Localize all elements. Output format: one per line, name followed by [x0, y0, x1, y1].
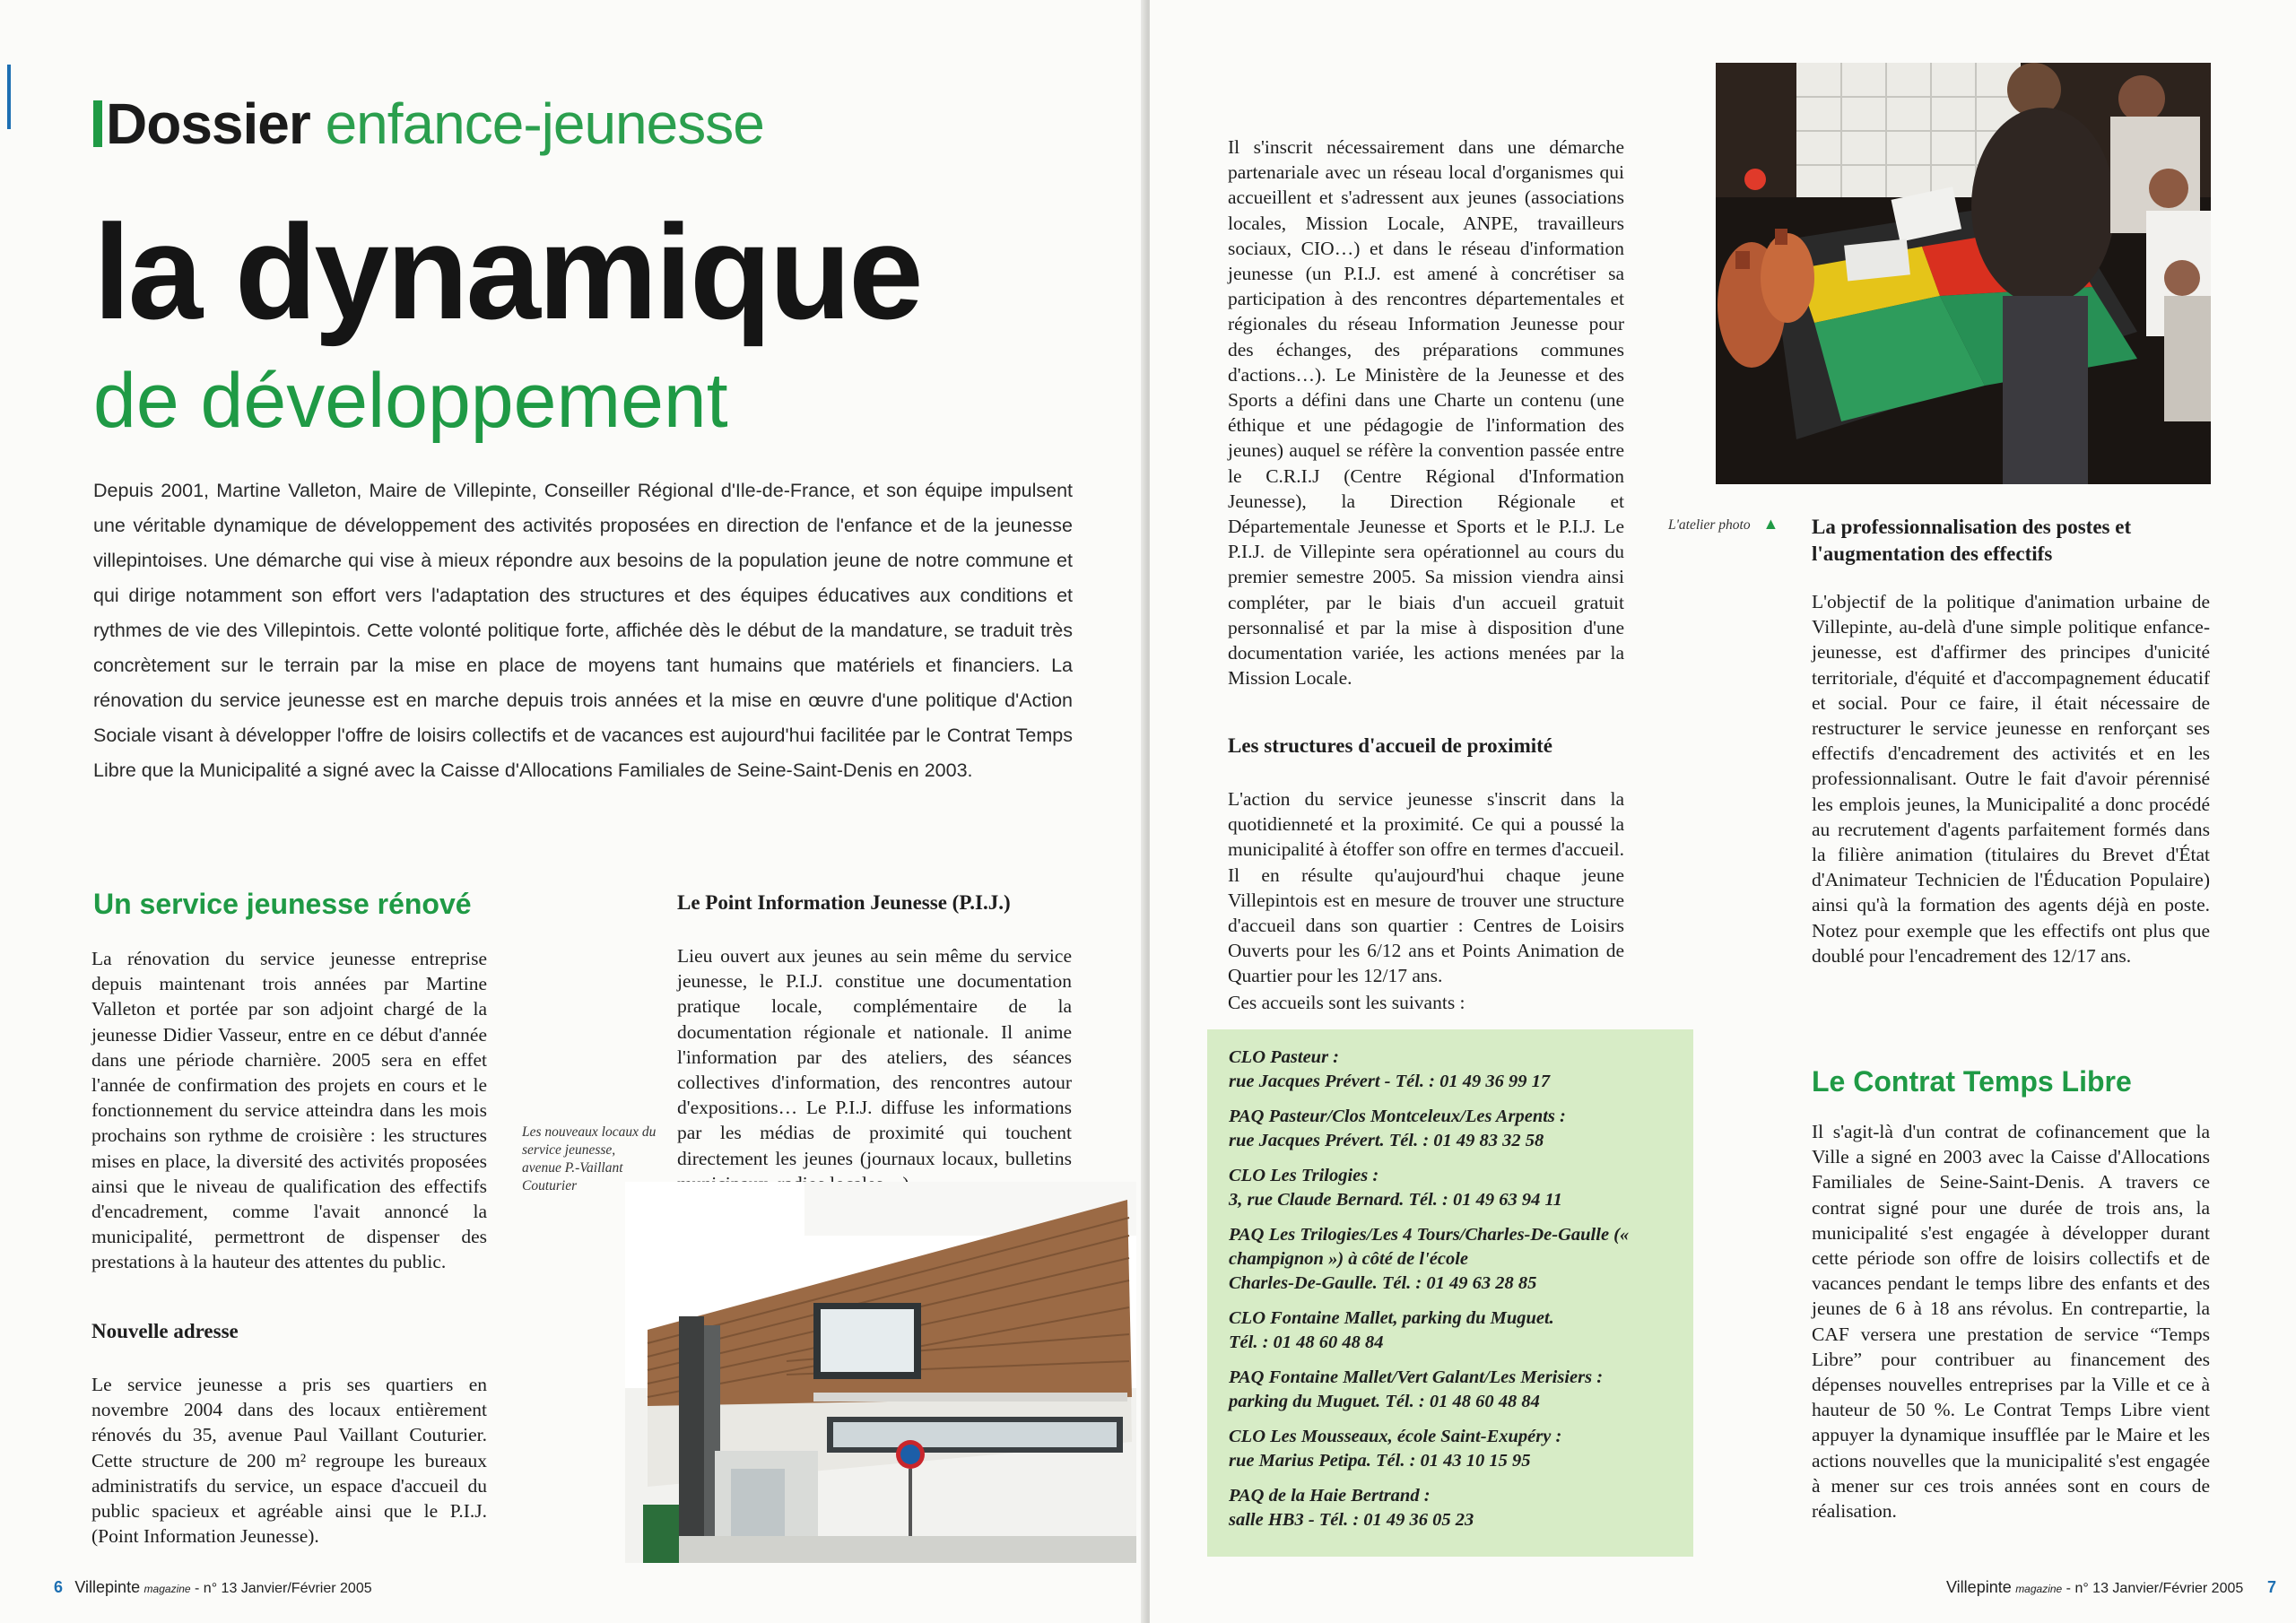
- body-contrat-temps-libre: Il s'agit-là d'un contrat de cofinancement que la Ville a signé en 2003 avec la Caisse d'Allocations Familiales de Seine-Saint-Denis. A travers ce contrat signé pour une durée de trois ans, la municipalité s'est engagée à développer durant cette période son offre de loisirs collectifs et de vacances pendant le temps libre des enfants et des jeunes de 6 à 18 ans révolus. En contrepartie, la CAF versera une prestation de service “Temps Libre” pour contribuer au financement des dépenses nouvelles entreprises par la Ville et ce à hauteur de 50 %. Le Contrat Temps Libre vient appuyer la dynamique insufflée par le Maire et les actions nouvelles que la municipalité s'est engagée à mener sur ces trois années sont en cours de réalisation.: [1812, 1121, 2210, 1523]
- caption-atelier: [1668, 515, 1779, 534]
- up-triangle-icon: ▲: [1762, 515, 1779, 533]
- body-pij-continued: Il s'inscrit nécessairement dans une démarche partenariale avec un réseau local d'organismes qui accueillent et s'adressent aux jeunes (associations locales, Mission Locale, ANPE, travailleurs sociaux, CIO…) et dans le réseau d'information jeunesse (un P.I.J. est amené à concrétiser sa participation à des rencontres départementales et régionales du réseau Information Jeunesse pour des échanges, des préparations communes d'actions…). Le Ministère de la Jeunesse et des Sports a défini dans une Charte un contenu (une éthique et une pédagogie de l'information des jeunes) auquel se réfère la convention passée entre le C.R.I.J (Centre Régional d'Information Jeunesse), la Direction Régionale et Départementale Jeunesse et Sports et le P.I.J. Le P.I.J. de Villepinte sera opérationnel au cours du premier semestre 2005. Sa mission viendra ainsi compléter, par le biais d'un accueil gratuit personnalisé et par la mise à disposition d'une documentation variée, les actions menées par la Mission Locale.: [1228, 136, 1624, 690]
- contact-item: [1229, 1306, 1674, 1355]
- contact-name: CLO Les Trilogies :: [1229, 1166, 1379, 1185]
- heading-structures: Les structures d'accueil de proximité: [1228, 734, 1552, 757]
- heading-service-jeunesse: Un service jeunesse rénové: [93, 888, 472, 920]
- contact-item: [1229, 1366, 1674, 1414]
- heading-nouvelle-adresse: Nouvelle adresse: [91, 1320, 239, 1342]
- atelier-photo: [1716, 63, 2211, 484]
- contact-detail: Tél. : 01 48 60 48 84: [1229, 1332, 1384, 1352]
- contact-detail: salle HB3 - Tél. : 01 49 36 05 23: [1229, 1510, 1474, 1530]
- caption-atelier-text: L'atelier photo: [1668, 517, 1751, 533]
- rubric-bar: [93, 100, 102, 147]
- footer-right: [1946, 1578, 2276, 1597]
- footer-brand: Villepinte: [1946, 1578, 2012, 1596]
- page-number: 6: [54, 1578, 64, 1596]
- body-service-jeunesse: La rénovation du service jeunesse entreprise depuis maintenant trois années par Martine Valleton et portée par son adjoint chargé de la jeunesse Didier Vasseur, entre en ce début d'année dans une période charnière. 2005 sera en effet l'année de confirmation des projets en cours et le fonctionnement du service atteindra dans les mois prochains son rythme de croisière : les structures mises en place, la diversité des activités proposées ainsi que le niveau de qualification des effectifs d'encadrement, comme l'avait annoncé la municipalité, permettront de dispenser des prestations à la hauteur des attentes du public.: [91, 948, 487, 1273]
- contact-item: [1229, 1105, 1674, 1153]
- contact-item: [1229, 1223, 1674, 1296]
- caption-building-text: Les nouveaux locaux du service jeunesse, avenue P.-Vaillant Couturier: [522, 1124, 657, 1193]
- footer-mag: magazine: [2015, 1583, 2063, 1595]
- contact-detail: parking du Muguet. Tél. : 01 48 60 48 84: [1229, 1392, 1540, 1411]
- body-nouvelle-adresse: Le service jeunesse a pris ses quartiers en novembre 2004 dans des locaux entièrement rénovés du 35, avenue Paul Vaillant Couturier. Cette structure de 200 m² regroupe les bureaux administratifs du service, un espace d'accueil du public spacieux et agréable ainsi que le P.I.J. (Point Information Jeunesse).: [91, 1374, 487, 1548]
- contact-name: PAQ Les Trilogies/Les 4 Tours/Charles-De-Gaulle (« champignon ») à côté de l'école: [1229, 1225, 1630, 1269]
- contact-name: CLO Les Mousseaux, école Saint-Exupéry :: [1229, 1427, 1562, 1446]
- section-rubric: [93, 90, 764, 158]
- structures-lead: Ces accueils sont les suivants :: [1228, 992, 1465, 1013]
- rubric-light: enfance-jeunesse: [325, 91, 764, 156]
- footer-issue: - n° 13 Janvier/Février 2005: [2062, 1581, 2244, 1596]
- intro-paragraph: Depuis 2001, Martine Valleton, Maire de Villepinte, Conseiller Régional d'Ile-de-France, et son équipe impulsent une véritable dynamique de développement des activités proposées en direction de l'enfance et de la jeunesse villepintoises. Une démarche qui vise à mieux répondre aux besoins de la population jeune de notre commune et qui dirige notamment son effort vers l'adaptation des structures et des équipes éducatives aux conditions et rythmes de vie des Villepintois. Cette volonté politique forte, affichée dès le début de la mandature, se traduit très concrètement sur le terrain par la mise en place de moyens tant humains que matériels et financiers. La rénovation du service jeunesse est en marche depuis trois années et la mise en œuvre d'une politique d'Action Sociale visant à développer l'offre de loisirs collectifs et de vacances est aujourd'hui facilitée par le Contrat Temps Libre que la Municipalité a signé avec la Caisse d'Allocations Familiales de Seine-Saint-Denis en 2003.: [93, 480, 1073, 781]
- contacts-box: [1207, 1029, 1693, 1557]
- heading-contrat-temps-libre: Le Contrat Temps Libre: [1812, 1065, 2132, 1098]
- contact-name: PAQ Fontaine Mallet/Vert Galant/Les Merisiers :: [1229, 1367, 1604, 1387]
- contact-detail: rue Marius Petipa. Tél. : 01 43 10 15 95: [1229, 1451, 1531, 1471]
- footer-left: [54, 1578, 372, 1597]
- heading-professionnalisation: La professionnalisation des postes et l'augmentation des effectifs: [1812, 516, 2132, 565]
- contact-name: CLO Pasteur :: [1229, 1047, 1339, 1067]
- contact-name: CLO Fontaine Mallet, parking du Muguet.: [1229, 1308, 1554, 1328]
- footer-issue: - n° 13 Janvier/Février 2005: [190, 1581, 372, 1596]
- contact-detail: rue Jacques Prévert - Tél. : 01 49 36 99 17: [1229, 1072, 1551, 1091]
- body-pij: Lieu ouvert aux jeunes au sein même du service jeunesse, le P.I.J. constitue une documentation pratique locale, complémentaire de la documentation régionale et nationale. Il anime l'information par des ateliers, des séances collectives d'information, des rencontres autour d'expositions… Le P.I.J. diffuse les informations par les médias de proximité qui touchent directement les jeunes (journaux locaux, bulletins: [677, 945, 1072, 1169]
- page-title: la dynamique: [93, 196, 921, 347]
- footer-mag: magazine: [144, 1583, 191, 1595]
- contact-item: [1229, 1046, 1674, 1094]
- contact-detail: Charles-De-Gaulle. Tél. : 01 49 63 28 85: [1229, 1273, 1537, 1293]
- building-illustration: [625, 1182, 1136, 1563]
- heading-pij: Le Point Information Jeunesse (P.I.J.): [677, 891, 1011, 914]
- contact-item: [1229, 1425, 1674, 1473]
- page-subtitle: de développement: [93, 358, 728, 444]
- left-page: [0, 0, 1146, 1623]
- body-professionnalisation: L'objectif de la politique d'animation urbaine de Villepinte, au-delà d'une simple politique enfance-jeunesse, est d'affirmer des principes d'unicité territoriale, d'équité et d'accompagnement éducatif et social. Pour ce faire, il était nécessaire de restructurer le service jeunesse en renforçant ses effectifs d'encadrement des activités et en les professionnalisant. Outre le fait d'avoir pérennisé les emplois jeunes, la Municipalité a donc procédé au recrutement d'agents parfaitement formés dans la filière animation (titulaires du Brevet d'État d'Animateur Technicien de l'Éducation Populaire) ainsi qu'à la formation des agents déjà en poste. Notez pour exemple que les effectifs ont plus que doublé pour l'encadrement des 12/17 ans.: [1812, 591, 2210, 967]
- atelier-illustration: [1716, 63, 2211, 484]
- contact-detail: 3, rue Claude Bernard. Tél. : 01 49 63 94 11: [1229, 1190, 1562, 1210]
- edge-marker: [7, 65, 11, 129]
- contact-item: [1229, 1164, 1674, 1212]
- contact-name: PAQ Pasteur/Clos Montceleux/Les Arpents :: [1229, 1107, 1566, 1126]
- building-photo: [625, 1182, 1136, 1563]
- footer-brand: Villepinte: [74, 1578, 141, 1596]
- body-structures: L'action du service jeunesse s'inscrit dans la quotidienneté et la proximité. Ce qui a poussé la municipalité à étoffer son offre en termes d'accueil. Il en résulte qu'aujourd'hui chaque jeune Villepintois est en mesure de trouver une structure d'accueil dans son quartier : Centres de Loisirs Ouverts pour les 6/12 ans et Points Animation de Quartier pour les 12/17 ans.: [1228, 788, 1624, 987]
- page-number: 7: [2266, 1578, 2276, 1596]
- contact-item: [1229, 1484, 1674, 1532]
- contact-detail: rue Jacques Prévert. Tél. : 01 49 83 32 58: [1229, 1131, 1544, 1150]
- rubric-strong: Dossier: [106, 91, 310, 156]
- contact-name: PAQ de la Haie Bertrand :: [1229, 1486, 1431, 1506]
